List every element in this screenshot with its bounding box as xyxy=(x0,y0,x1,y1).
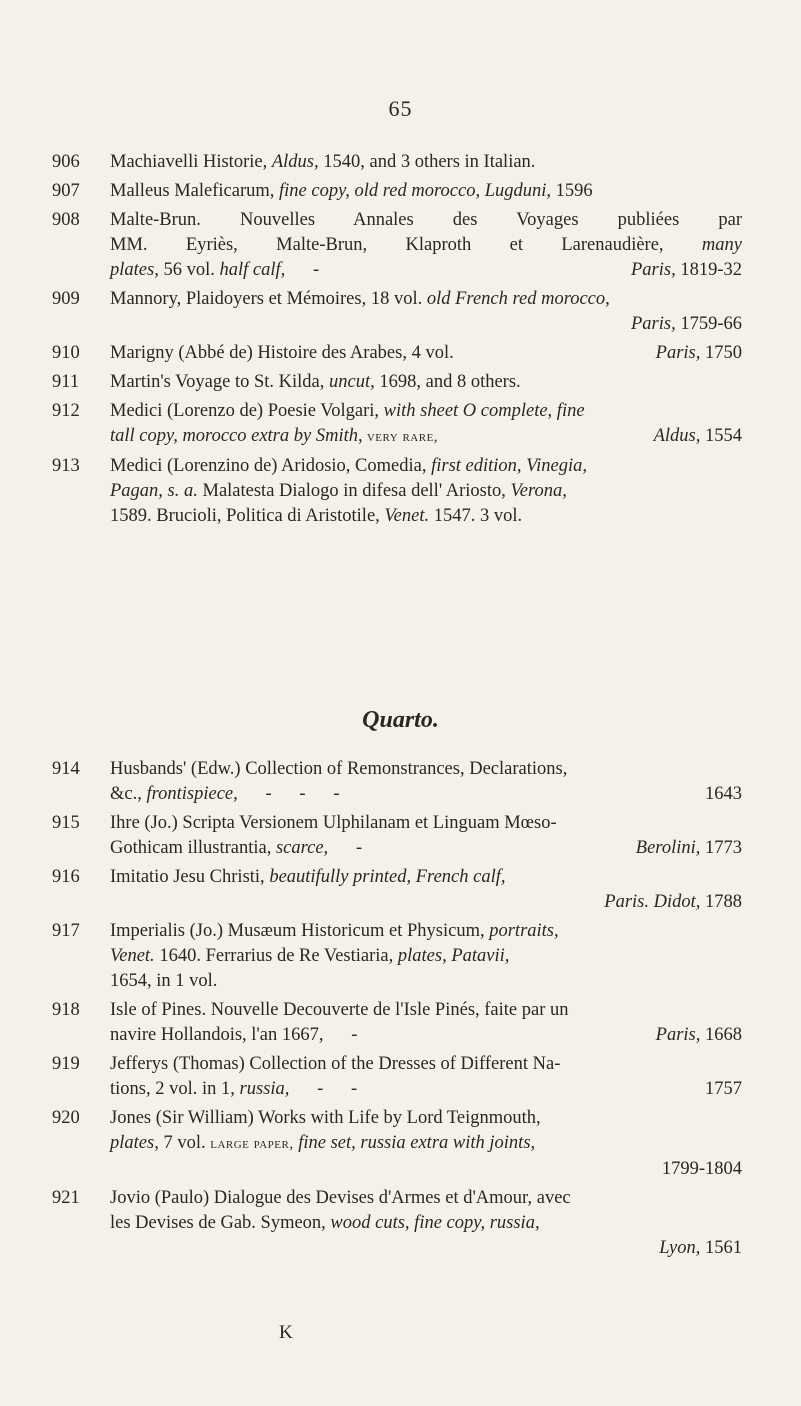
entry-line: MM. Eyriès, Malte-Brun, Klaproth et Larenaudière, many xyxy=(110,235,742,255)
entry-line: Jones (Sir William) Works with Life by Lord Teignmouth, xyxy=(110,1108,541,1128)
entry-line: Venet. 1640. Ferrarius de Re Vestiaria, plates, Patavii, xyxy=(110,946,510,966)
page-number: 65 xyxy=(388,96,413,121)
entry-line: Isle of Pines. Nouvelle Decouverte de l'Isle Pinés, faite par un xyxy=(110,1000,569,1020)
entry-line: 1654, in 1 vol. xyxy=(110,971,218,991)
lot-number: 916 xyxy=(52,867,80,887)
entry-line: tall copy, morocco extra by Smith, very rare, Aldus, 1554 xyxy=(110,426,742,446)
lot-number: 919 xyxy=(52,1054,80,1074)
entry-line: Malleus Maleficarum, fine copy, old red morocco, Lugduni, 1596 xyxy=(110,181,593,201)
catalogue-entry-920 xyxy=(52,1106,742,1182)
entry-line: Ihre (Jo.) Scripta Versionem Ulphilanam et Linguam Mœso- xyxy=(110,813,557,833)
catalogue-entry-916 xyxy=(52,865,742,915)
catalogue-entries xyxy=(52,150,742,533)
lot-number: 909 xyxy=(52,289,80,309)
catalogue-entry-915 xyxy=(52,811,742,861)
entry-line: Jefferys (Thomas) Collection of the Dresses of Different Na- xyxy=(110,1054,561,1074)
catalogue-entry-908 xyxy=(52,208,742,283)
catalogue-entry-919 xyxy=(52,1052,742,1102)
entry-line: Imitatio Jesu Christi, beautifully printed, French calf, xyxy=(110,867,506,887)
section-heading: Quarto. xyxy=(362,707,439,733)
entry-line: Medici (Lorenzino de) Aridosio, Comedia, first edition, Vinegia, xyxy=(110,456,587,476)
catalogue-entry-907 xyxy=(52,179,742,204)
lot-number: 911 xyxy=(52,372,80,392)
lot-number: 908 xyxy=(52,210,80,230)
entry-line: &c., frontispiece, - - - 1643 xyxy=(110,784,742,804)
catalogue-entry-910 xyxy=(52,341,742,366)
catalogue-entry-911 xyxy=(52,370,742,395)
lot-number: 906 xyxy=(52,152,80,172)
entry-line: les Devises de Gab. Symeon, wood cuts, fine copy, russia, xyxy=(110,1213,540,1233)
entry-line: plates, 7 vol. large paper, fine set, russia extra with joints, xyxy=(110,1133,536,1153)
lot-number: 915 xyxy=(52,813,80,833)
catalogue-entry-909 xyxy=(52,287,742,337)
catalogue-entry-917 xyxy=(52,919,742,994)
catalogue-entry-921 xyxy=(52,1186,742,1261)
catalogue-entry-913 xyxy=(52,454,742,529)
catalogue-entry-918 xyxy=(52,998,742,1048)
lot-number: 918 xyxy=(52,1000,80,1020)
lot-number: 920 xyxy=(52,1108,80,1128)
entry-line: Jovio (Paulo) Dialogue des Devises d'Armes et d'Amour, avec xyxy=(110,1188,571,1208)
entry-line: Husbands' (Edw.) Collection of Remonstrances, Declarations, xyxy=(110,759,568,779)
entry-line: Lyon, 1561 xyxy=(659,1238,742,1258)
entry-line: Paris, 1759-66 xyxy=(630,314,742,334)
entry-line: Paris. Didot, 1788 xyxy=(604,892,742,912)
entry-line: Martin's Voyage to St. Kilda, uncut, 1698, and 8 others. xyxy=(110,372,521,392)
entry-line: Pagan, s. a. Malatesta Dialogo in difesa dell' Ariosto, Verona, xyxy=(110,481,567,501)
entry-line: Machiavelli Historie, Aldus, 1540, and 3 others in Italian. xyxy=(110,152,536,172)
lot-number: 913 xyxy=(52,456,80,476)
signature-mark: K xyxy=(279,1322,293,1343)
lot-number: 921 xyxy=(52,1188,80,1208)
entry-line: 1799-1804 xyxy=(661,1159,742,1179)
lot-number: 917 xyxy=(52,921,80,941)
lot-number: 910 xyxy=(52,343,80,363)
entry-line: Imperialis (Jo.) Musæum Historicum et Physicum, portraits, xyxy=(110,921,559,941)
entry-line: Mannory, Plaidoyers et Mémoires, 18 vol. old French red morocco, xyxy=(110,289,610,309)
entry-line: Medici (Lorenzo de) Poesie Volgari, with sheet O complete, fine xyxy=(110,401,585,421)
entry-line: navire Hollandois, l'an 1667, - Paris, 1668 xyxy=(110,1025,742,1045)
entry-line: tions, 2 vol. in 1, russia, - - 1757 xyxy=(110,1079,742,1099)
lot-number: 914 xyxy=(52,759,80,779)
lot-number: 907 xyxy=(52,181,80,201)
catalogue-entry-912 xyxy=(52,399,742,450)
quarto-entries xyxy=(52,757,742,1265)
catalogue-entry-914 xyxy=(52,757,742,807)
entry-line: plates, 56 vol. half calf, - Paris, 1819-32 xyxy=(110,260,742,280)
lot-number: 912 xyxy=(52,401,80,421)
entry-line: Gothicam illustrantia, scarce, - Berolini, 1773 xyxy=(110,838,742,858)
catalogue-entry-906 xyxy=(52,150,742,175)
entry-line: Marigny (Abbé de) Histoire des Arabes, 4 vol. Paris, 1750 xyxy=(110,343,742,363)
entry-line: Malte-Brun. Nouvelles Annales des Voyages publiées par xyxy=(110,210,742,230)
entry-line: 1589. Brucioli, Politica di Aristotile, Venet. 1547. 3 vol. xyxy=(110,506,523,526)
